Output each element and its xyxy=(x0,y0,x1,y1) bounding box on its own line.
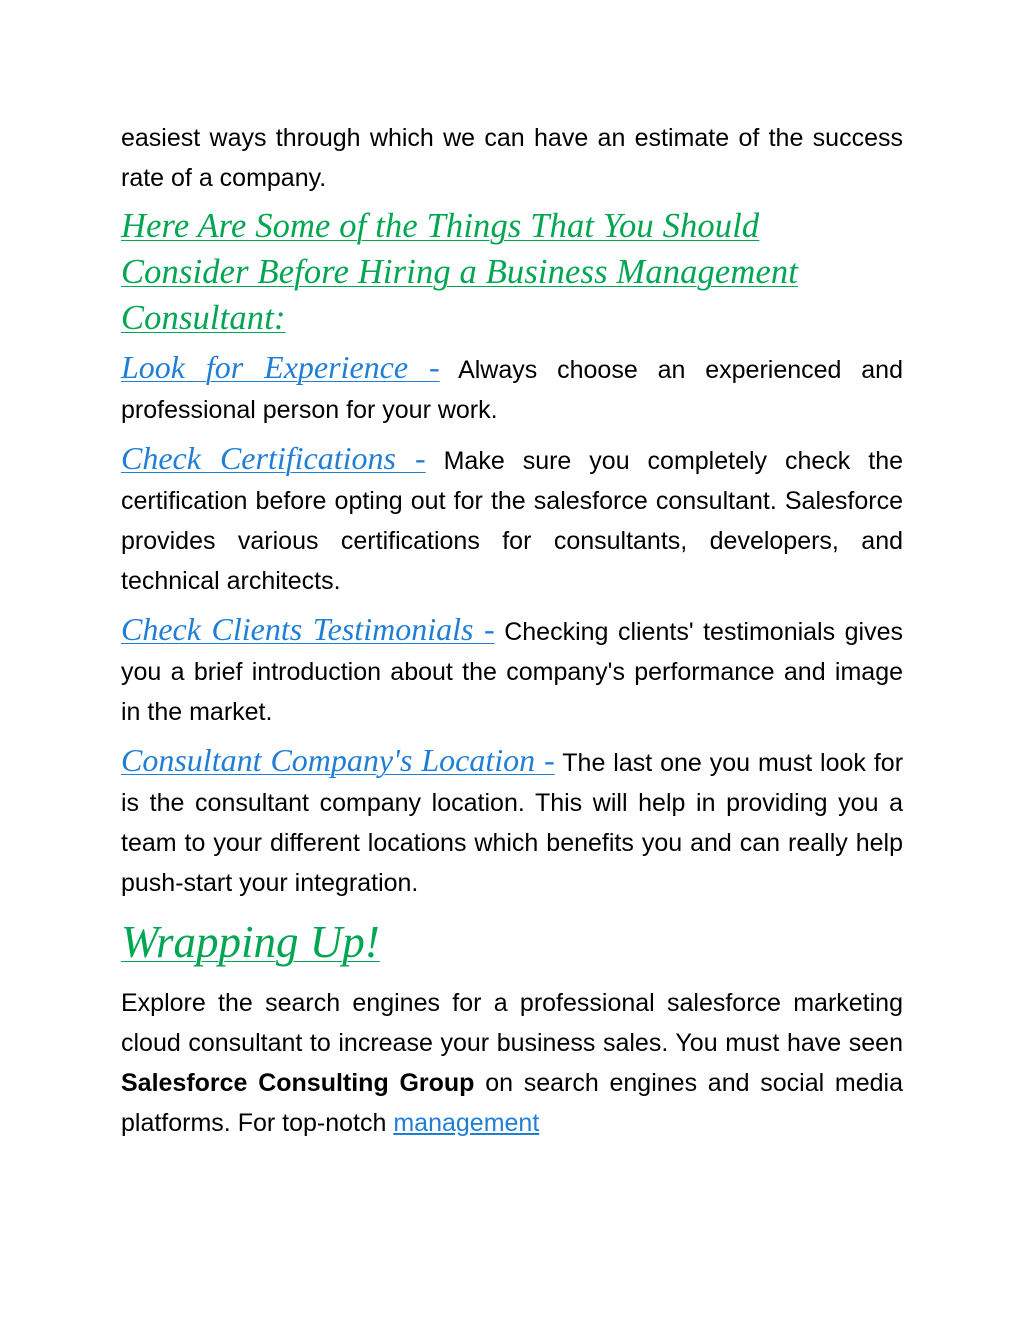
tip-experience-text: Always choose an experienced and professional person for your work. xyxy=(121,356,903,424)
intro-paragraph: easiest ways through which we can have an estimate of the success rate of a company. xyxy=(121,124,903,192)
section-heading-line-3: Consultant: xyxy=(121,299,286,337)
section-heading-line-1: Here Are Some of the Things That You Should xyxy=(121,207,760,245)
management-link[interactable]: management xyxy=(393,1109,540,1137)
tip-testimonials-title: Check Clients Testimonials - xyxy=(121,611,495,647)
tip-testimonials xyxy=(121,609,903,732)
tip-testimonials-text: Checking clients' testimonials gives you a brief introduction about the company's performance and image in the market. xyxy=(121,618,903,726)
tip-certifications-text: Make sure you completely check the certification before opting out for the salesforce consultant. Salesforce provides various certifications for consultants, developers, and technical architects. xyxy=(121,447,904,595)
wrapping-up-heading: Wrapping Up! xyxy=(121,917,380,967)
tip-experience xyxy=(121,347,903,430)
tip-certifications xyxy=(121,438,903,601)
wrapping-up-paragraph xyxy=(121,983,903,1143)
section-heading xyxy=(121,203,903,341)
document-content xyxy=(121,118,903,1146)
wrapping-up-text-before: Explore the search engines for a professional salesforce marketing cloud consultant to increase your business sales. You must have seen xyxy=(121,989,903,1057)
tip-location xyxy=(121,740,903,903)
tip-location-text: The last one you must look for is the consultant company location. This will help in providing you a team to your different locations which benefits you and can really help push-start your integration. xyxy=(121,749,904,897)
tip-location-title: Consultant Company's Location - xyxy=(121,742,555,778)
wrapping-up-text-after: on search engines and social media platforms. For top-notch xyxy=(121,1069,903,1137)
tip-experience-title: Look for Experience - xyxy=(121,349,440,385)
tip-certifications-title: Check Certifications - xyxy=(121,440,426,476)
section-heading-line-2: Consider Before Hiring a Business Management xyxy=(121,253,799,291)
salesforce-consulting-group-bold: Salesforce Consulting Group xyxy=(121,1069,475,1097)
